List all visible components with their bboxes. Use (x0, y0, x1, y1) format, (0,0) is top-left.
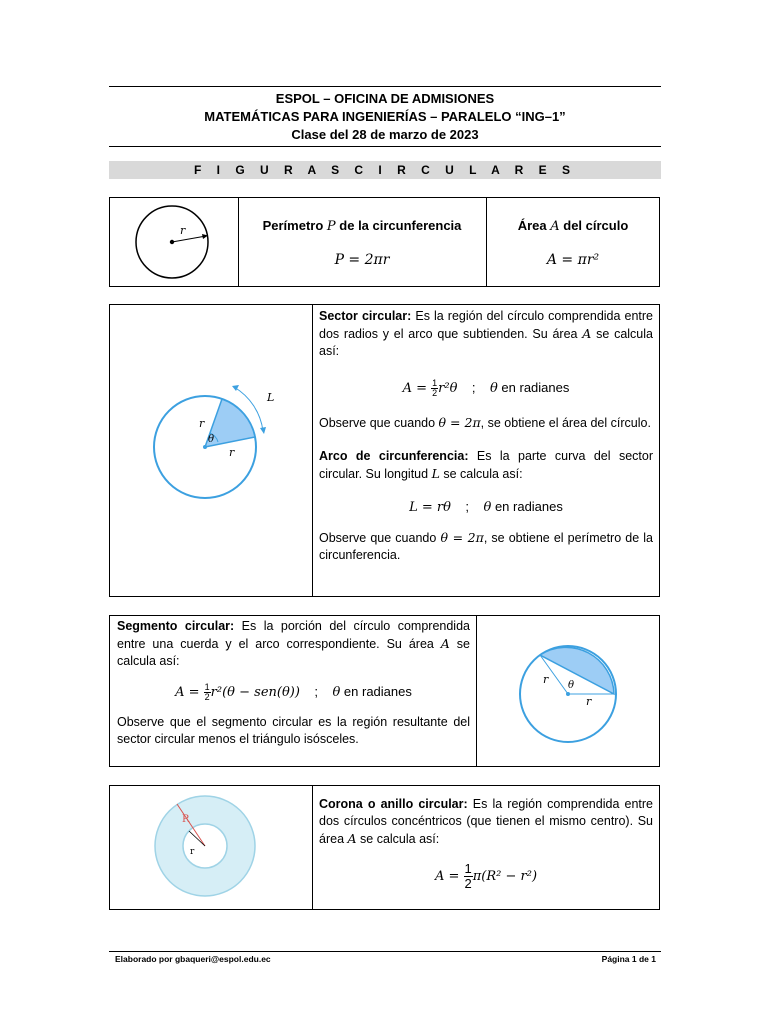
header-course: MATEMÁTICAS PARA INGENIERÍAS – PARALELO “ING–1” (204, 109, 566, 124)
arc-description: Arco de circunferencia: Es la parte curva del sector circular. Su longitud L se calcula así: (319, 449, 653, 481)
circle-figure (110, 198, 238, 286)
ring-figure (110, 786, 312, 909)
sector-arc-label: L (267, 391, 275, 404)
area-title: Área A del círculo (517, 218, 629, 234)
header-bottom-rule (109, 146, 661, 147)
sector-angle-label: θ (208, 434, 215, 445)
arc-length-formula: L = rθ ; θ en radianes (409, 499, 563, 515)
arc-observation: Observe que cuando θ = 2π, se obtiene el perímetro de la circunferencia. (319, 530, 653, 562)
perimeter-formula: P = 2πr (334, 252, 390, 268)
segment-figure-cell (477, 616, 659, 766)
sector-observation: Observe que cuando θ = 2π, se obtiene el área del círculo. (319, 415, 651, 430)
segment-figure (477, 616, 659, 766)
ring-text-cell (313, 786, 659, 909)
footer-page-number: Página 1 de 1 (601, 954, 656, 964)
circle-figure-cell (110, 198, 238, 286)
sector-text-cell (313, 305, 659, 596)
ring-description: Corona o anillo circular: Es la región comprendida entre dos círculos concéntricos (que tienen el mismo centro). Su área A se calcula así: (319, 797, 653, 846)
sector-radius-label-2: r (229, 446, 235, 459)
perimeter-title: Perímetro P de la circunferencia (262, 218, 462, 234)
footer-rule (109, 951, 661, 952)
circle-box (109, 197, 660, 287)
header-top-rule (109, 86, 661, 87)
sector-radius-label-1: r (199, 417, 205, 430)
sector-description: Sector circular: Es la región del círculo comprendida entre dos radios y el arco que subtienden. Su área A se calcula así: (319, 309, 653, 358)
sector-area-formula: A = $\frac{1}{2}$ r²θ ; θ en radianes (402, 378, 570, 399)
sector-figure-cell (110, 305, 312, 596)
ring-figure-cell (110, 786, 312, 909)
segment-angle-label: θ (568, 680, 575, 691)
segment-observation: Observe que el segmento circular es la región resultante del sector circular menos el triángulo isósceles. (117, 715, 470, 746)
header-institution: ESPOL – OFICINA DE ADMISIONES (275, 91, 495, 106)
header-date: Clase del 28 de marzo de 2023 (291, 127, 479, 142)
segment-radius-label-1: r (543, 673, 549, 686)
ring-box (109, 785, 660, 910)
footer-author: Elaborado por gbaqueri@espol.edu.ec (115, 954, 271, 964)
segment-area-formula: A = $\frac{1}{2}$ r²(θ − sen(θ)) ; θ en radianes (175, 682, 412, 703)
area-formula: A = πr² (546, 252, 600, 268)
circle-radius-label: r (180, 224, 186, 237)
section-title: F I G U R A S C I R C U L A R E S (109, 161, 661, 179)
ring-outer-radius-label: R (182, 814, 190, 825)
segment-description: Segmento circular: Es la porción del círculo comprendida entre una cuerda y el arco correspondiente. Su área A se calcula así: (117, 619, 470, 668)
segment-text-cell (110, 616, 476, 766)
ring-inner-radius-label: r (190, 847, 195, 857)
document-header (109, 90, 661, 144)
sector-box (109, 304, 660, 597)
area-cell (486, 198, 660, 286)
sector-figure (110, 305, 312, 596)
perimeter-cell (238, 198, 486, 286)
segment-radius-label-2: r (586, 695, 592, 708)
segment-box (109, 615, 660, 767)
ring-area-formula: A = $\frac{1}{2}$ π(R² − r²) (434, 861, 538, 892)
